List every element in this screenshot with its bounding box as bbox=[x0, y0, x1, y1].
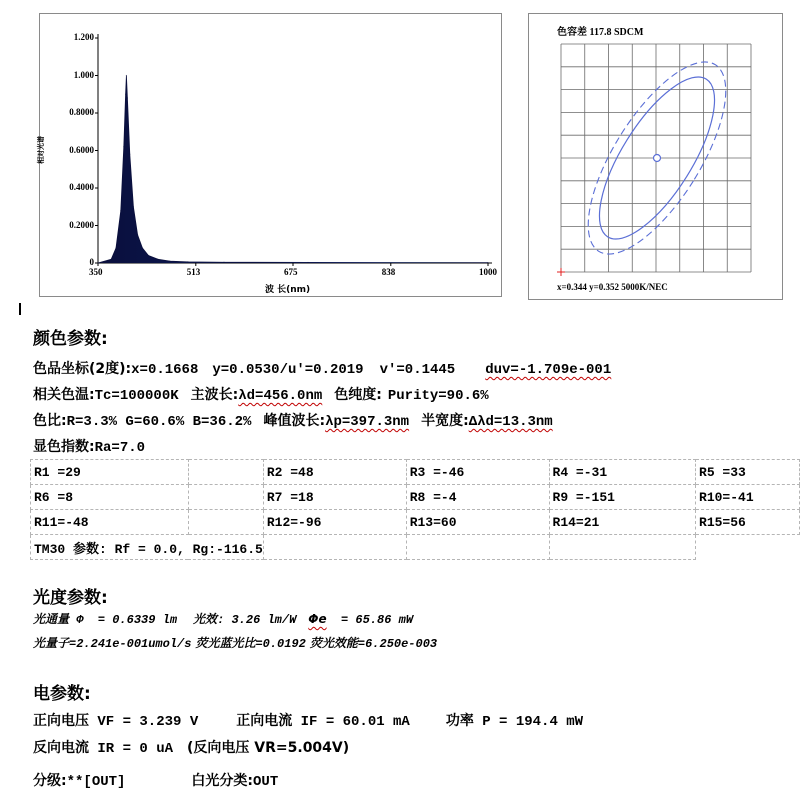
vr-text: (反向电压 VR=5.004V) bbox=[187, 740, 350, 756]
classification-line bbox=[33, 770, 278, 790]
grade-label: 分级: bbox=[33, 773, 67, 789]
table-row bbox=[31, 510, 800, 535]
electrical-heading: 电参数: bbox=[33, 684, 91, 704]
spectrum-point bbox=[97, 262, 98, 263]
x-axis-label: 波 长(nm) bbox=[265, 285, 311, 295]
gamut-center-point bbox=[654, 155, 661, 162]
spectrum-point bbox=[126, 75, 127, 76]
spectrum-point bbox=[487, 262, 488, 263]
x-tick-label: 675 bbox=[284, 267, 298, 277]
spectrum-point bbox=[120, 210, 121, 211]
ri-cell: R1 =29 bbox=[31, 460, 189, 485]
ri-cell: R13=60 bbox=[406, 510, 549, 535]
ri-cell: R8 =-4 bbox=[406, 485, 549, 510]
y-tick-label: 0 bbox=[89, 257, 94, 267]
efficacy-label: 光效 bbox=[193, 612, 218, 626]
spectrum-axes bbox=[95, 34, 492, 266]
halfwidth-value: Δλd=13.3nm bbox=[468, 414, 553, 430]
gamut-title: 色容差 117.8 SDCM bbox=[557, 27, 644, 38]
cri-line bbox=[33, 436, 145, 456]
spectrum-point bbox=[123, 146, 124, 147]
x-tick-label: 350 bbox=[89, 267, 103, 277]
ratio-value: R=3.3% G=60.6% B=36.2% bbox=[66, 414, 252, 430]
cri-value: Ra=7.0 bbox=[94, 440, 146, 456]
ir-value: IR = 0 uA bbox=[89, 741, 174, 757]
halfwidth-label: 半宽度: bbox=[421, 413, 469, 429]
ratio-line bbox=[33, 410, 553, 430]
ri-cell: R11=-48 bbox=[31, 510, 189, 535]
chromaticity-label: 色品坐标(2度): bbox=[33, 361, 132, 377]
flux-line bbox=[33, 610, 413, 627]
ri-cell: R6 =8 bbox=[31, 485, 189, 510]
gamut-diagram bbox=[529, 14, 782, 299]
table-row bbox=[31, 460, 800, 485]
spectrum-point bbox=[133, 206, 134, 207]
if-label: 正向电流 bbox=[236, 713, 293, 729]
color-rendering-table bbox=[30, 459, 800, 560]
y-axis-label: 相对光谱 bbox=[37, 136, 45, 164]
text-cursor bbox=[19, 303, 21, 315]
ri-cell: R2 =48 bbox=[263, 460, 406, 485]
cri-label: 显色指数: bbox=[33, 439, 95, 455]
purity-value: Purity=90.6% bbox=[387, 388, 489, 404]
spectrum-point bbox=[307, 262, 308, 263]
x-tick-label: 838 bbox=[381, 267, 396, 277]
reverse-line bbox=[33, 737, 349, 757]
forward-line bbox=[33, 710, 583, 730]
gamut-caption: x=0.344 y=0.352 5000K/NEC bbox=[557, 282, 668, 292]
table-cell bbox=[406, 535, 549, 560]
ratio-label: 色比: bbox=[33, 413, 67, 429]
spectrum-point bbox=[137, 234, 138, 235]
dominant-label: 主波长: bbox=[190, 387, 239, 403]
spectrum-point bbox=[127, 97, 128, 98]
spectrum-point bbox=[111, 259, 112, 260]
table-cell bbox=[188, 485, 263, 510]
color-gamut-panel bbox=[528, 13, 783, 300]
chromaticity-y: y=0.0530/u'=0.2019 bbox=[212, 362, 364, 378]
ri-cell: R3 =-46 bbox=[406, 460, 549, 485]
chromaticity-duv: duv=-1.709e-001 bbox=[485, 362, 612, 378]
spectrum-point bbox=[125, 94, 126, 95]
spectrum-point bbox=[142, 247, 143, 248]
spectrum-plot bbox=[97, 75, 488, 264]
cct-value: Tc=100000K bbox=[94, 388, 179, 404]
cct-line bbox=[33, 384, 489, 404]
power-label: 功率 bbox=[445, 713, 474, 729]
spectrum-point bbox=[169, 261, 170, 262]
chromaticity-v: v'=0.1445 bbox=[379, 362, 456, 378]
ri-cell: R12=-96 bbox=[263, 510, 406, 535]
radiant-value: = 65.86 mW bbox=[326, 613, 414, 627]
efficacy-value: : 3.26 lm/W bbox=[217, 613, 297, 627]
ri-cell: R9 =-151 bbox=[549, 485, 696, 510]
ri-cell: R14=21 bbox=[549, 510, 696, 535]
ir-label: 反向电流 bbox=[33, 740, 89, 756]
table-cell bbox=[188, 460, 263, 485]
table-cell bbox=[263, 535, 406, 560]
gamut-measured-point bbox=[557, 268, 565, 276]
power-value: P = 194.4 mW bbox=[473, 714, 584, 730]
photon-line bbox=[33, 634, 437, 651]
ri-cell: R5 =33 bbox=[696, 460, 800, 485]
grade-value: **[OUT] bbox=[66, 774, 126, 790]
y-tick-label: 0.2000 bbox=[69, 219, 94, 230]
photon-label: 光量子 bbox=[33, 636, 70, 650]
table-cell bbox=[549, 535, 696, 560]
spectrum-chart-panel bbox=[39, 13, 502, 297]
photometric-heading: 光度参数: bbox=[33, 588, 108, 608]
spectrum-point bbox=[223, 262, 224, 263]
table-cell bbox=[188, 510, 263, 535]
peak-value: λp=397.3nm bbox=[325, 414, 410, 430]
spectrum-line bbox=[98, 76, 488, 264]
ri-cell: R7 =18 bbox=[263, 485, 406, 510]
chromaticity-line bbox=[33, 358, 611, 378]
tm30-cell: TM30 参数: Rf = 0.0, Rg:-116.5 bbox=[31, 535, 264, 560]
spectrum-point bbox=[187, 261, 188, 262]
fb-ratio-value: =0.0192 bbox=[255, 637, 306, 651]
spectrum-point bbox=[148, 255, 149, 256]
y-tick-label: 0.8000 bbox=[69, 107, 94, 117]
vf-label: 正向电压 bbox=[33, 713, 89, 729]
y-tick-label: 0.6000 bbox=[69, 144, 94, 155]
spectrum-area bbox=[98, 76, 488, 264]
vf-value: VF = 3.239 V bbox=[89, 714, 199, 730]
chromaticity-x: x=0.1668 bbox=[131, 362, 199, 378]
y-tick-label: 1.200 bbox=[73, 32, 94, 42]
spectrum-point bbox=[115, 247, 116, 248]
white-class-label: 白光分类: bbox=[191, 773, 254, 789]
y-tick-label: 1.000 bbox=[73, 69, 94, 80]
fluorescent-efficacy-value: =6.250e-003 bbox=[357, 637, 438, 651]
purity-label: 色纯度: bbox=[334, 387, 382, 403]
ri-cell: R10=-41 bbox=[696, 485, 800, 510]
flux-label: 光通量 bbox=[33, 612, 70, 626]
radiant-label: Φe bbox=[308, 612, 327, 626]
cct-label: 相关色温: bbox=[33, 387, 95, 403]
x-tick-label: 513 bbox=[186, 267, 201, 277]
ri-cell: R15=56 bbox=[696, 510, 800, 535]
table-row bbox=[31, 485, 800, 510]
color-params-heading: 颜色参数: bbox=[33, 329, 108, 349]
flux-value: Φ = 0.6339 lm bbox=[69, 613, 178, 627]
if-value: IF = 60.01 mA bbox=[292, 714, 410, 730]
tm30-row bbox=[31, 535, 800, 560]
dominant-value: λd=456.0nm bbox=[238, 388, 323, 404]
x-tick-label: 1000 bbox=[479, 267, 497, 277]
spectrum-point bbox=[129, 154, 130, 155]
fb-ratio-label: 荧光蓝光比 bbox=[195, 636, 256, 650]
photon-value: =2.241e-001umol/s bbox=[69, 637, 192, 651]
peak-label: 峰值波长: bbox=[263, 413, 326, 429]
y-tick-label: 0.4000 bbox=[69, 182, 94, 192]
spectrum-point bbox=[157, 259, 158, 260]
ri-cell: R4 =-31 bbox=[549, 460, 696, 485]
spectrum-chart bbox=[40, 14, 501, 296]
fluorescent-efficacy-label: 荧光效能 bbox=[309, 636, 358, 650]
white-class-value: OUT bbox=[253, 774, 279, 790]
